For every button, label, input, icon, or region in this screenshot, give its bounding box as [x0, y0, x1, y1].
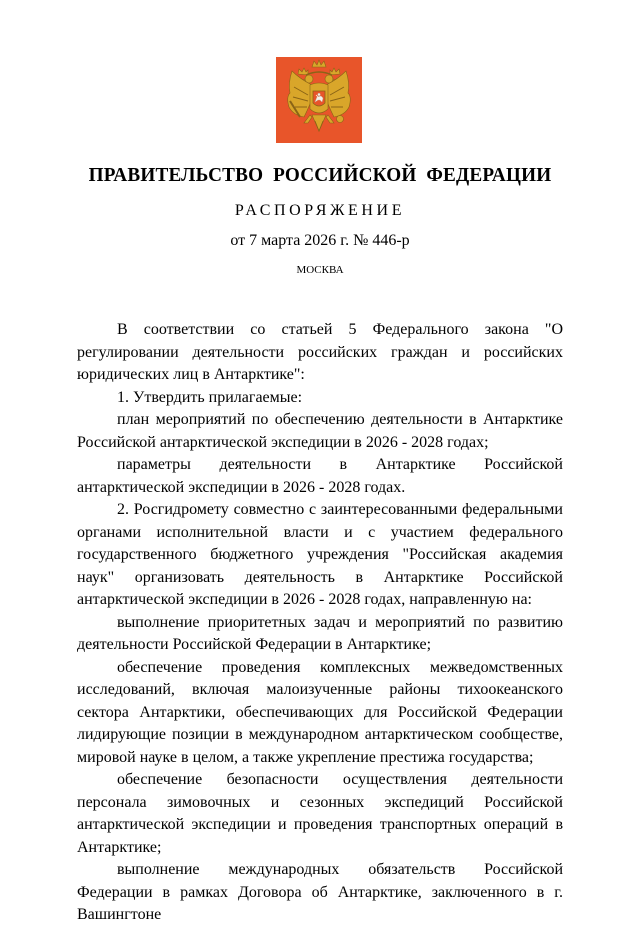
paragraph-parameters: параметры деятельности в Антарктике Российской антарктической экспедиции в 2026 - 2028 годах.	[77, 456, 563, 496]
government-title: ПРАВИТЕЛЬСТВО РОССИЙСКОЙ ФЕДЕРАЦИИ	[88, 164, 552, 186]
document-body	[77, 319, 563, 927]
paragraph-plan: план мероприятий по обеспечению деятельности в Антарктике Российской антарктической экспедиции в 2026 - 2028 годах;	[77, 411, 563, 451]
document-type: РАСПОРЯЖЕНИЕ	[234, 202, 406, 219]
document-date-number: от 7 марта 2026 г. № 446-р	[230, 232, 410, 249]
paragraph-item-2: 2. Росгидромету совместно с заинтересованными федеральными органами исполнительной власти и с участием федерального государственного бюджетного учреждения "Российская академия наук" организовать деятельность в Антарктике Российской антарктической экспедиции в 2026 - 2028 годах, направленную на:	[77, 501, 563, 608]
paragraph-preamble: В соответствии со статьей 5 Федерального закона "О регулировании деятельности российских граждан и российских юридических лиц в Антарктике":	[77, 321, 563, 383]
document-city: МОСКВА	[296, 264, 344, 276]
paragraph-item-1: 1. Утвердить прилагаемые:	[117, 388, 303, 406]
paragraph-priority-tasks: выполнение приоритетных задач и мероприятий по развитию деятельности Российской Федерации в Антарктике;	[77, 613, 563, 653]
paragraph-research: обеспечение проведения комплексных межведомственных исследований, включая малоизученные районы тихоокеанского сектора Антарктики, обеспечивающих для Российской Федерации лидирующие позиции в международном антарктическом сообществе, мировой науке в целом, а также укрепление престижа государства;	[77, 658, 563, 766]
paragraph-safety: обеспечение безопасности осуществления деятельности персонала зимовочных и сезонных экспедиций Российской антарктической экспедиции и проведения транспортных операций в Антарктике;	[77, 771, 563, 856]
paragraph-international: выполнение международных обязательств Российской Федерации в рамках Договора об Антарктике, заключенного в г. Вашингтоне	[77, 861, 563, 923]
russian-coat-of-arms-icon	[276, 57, 362, 143]
